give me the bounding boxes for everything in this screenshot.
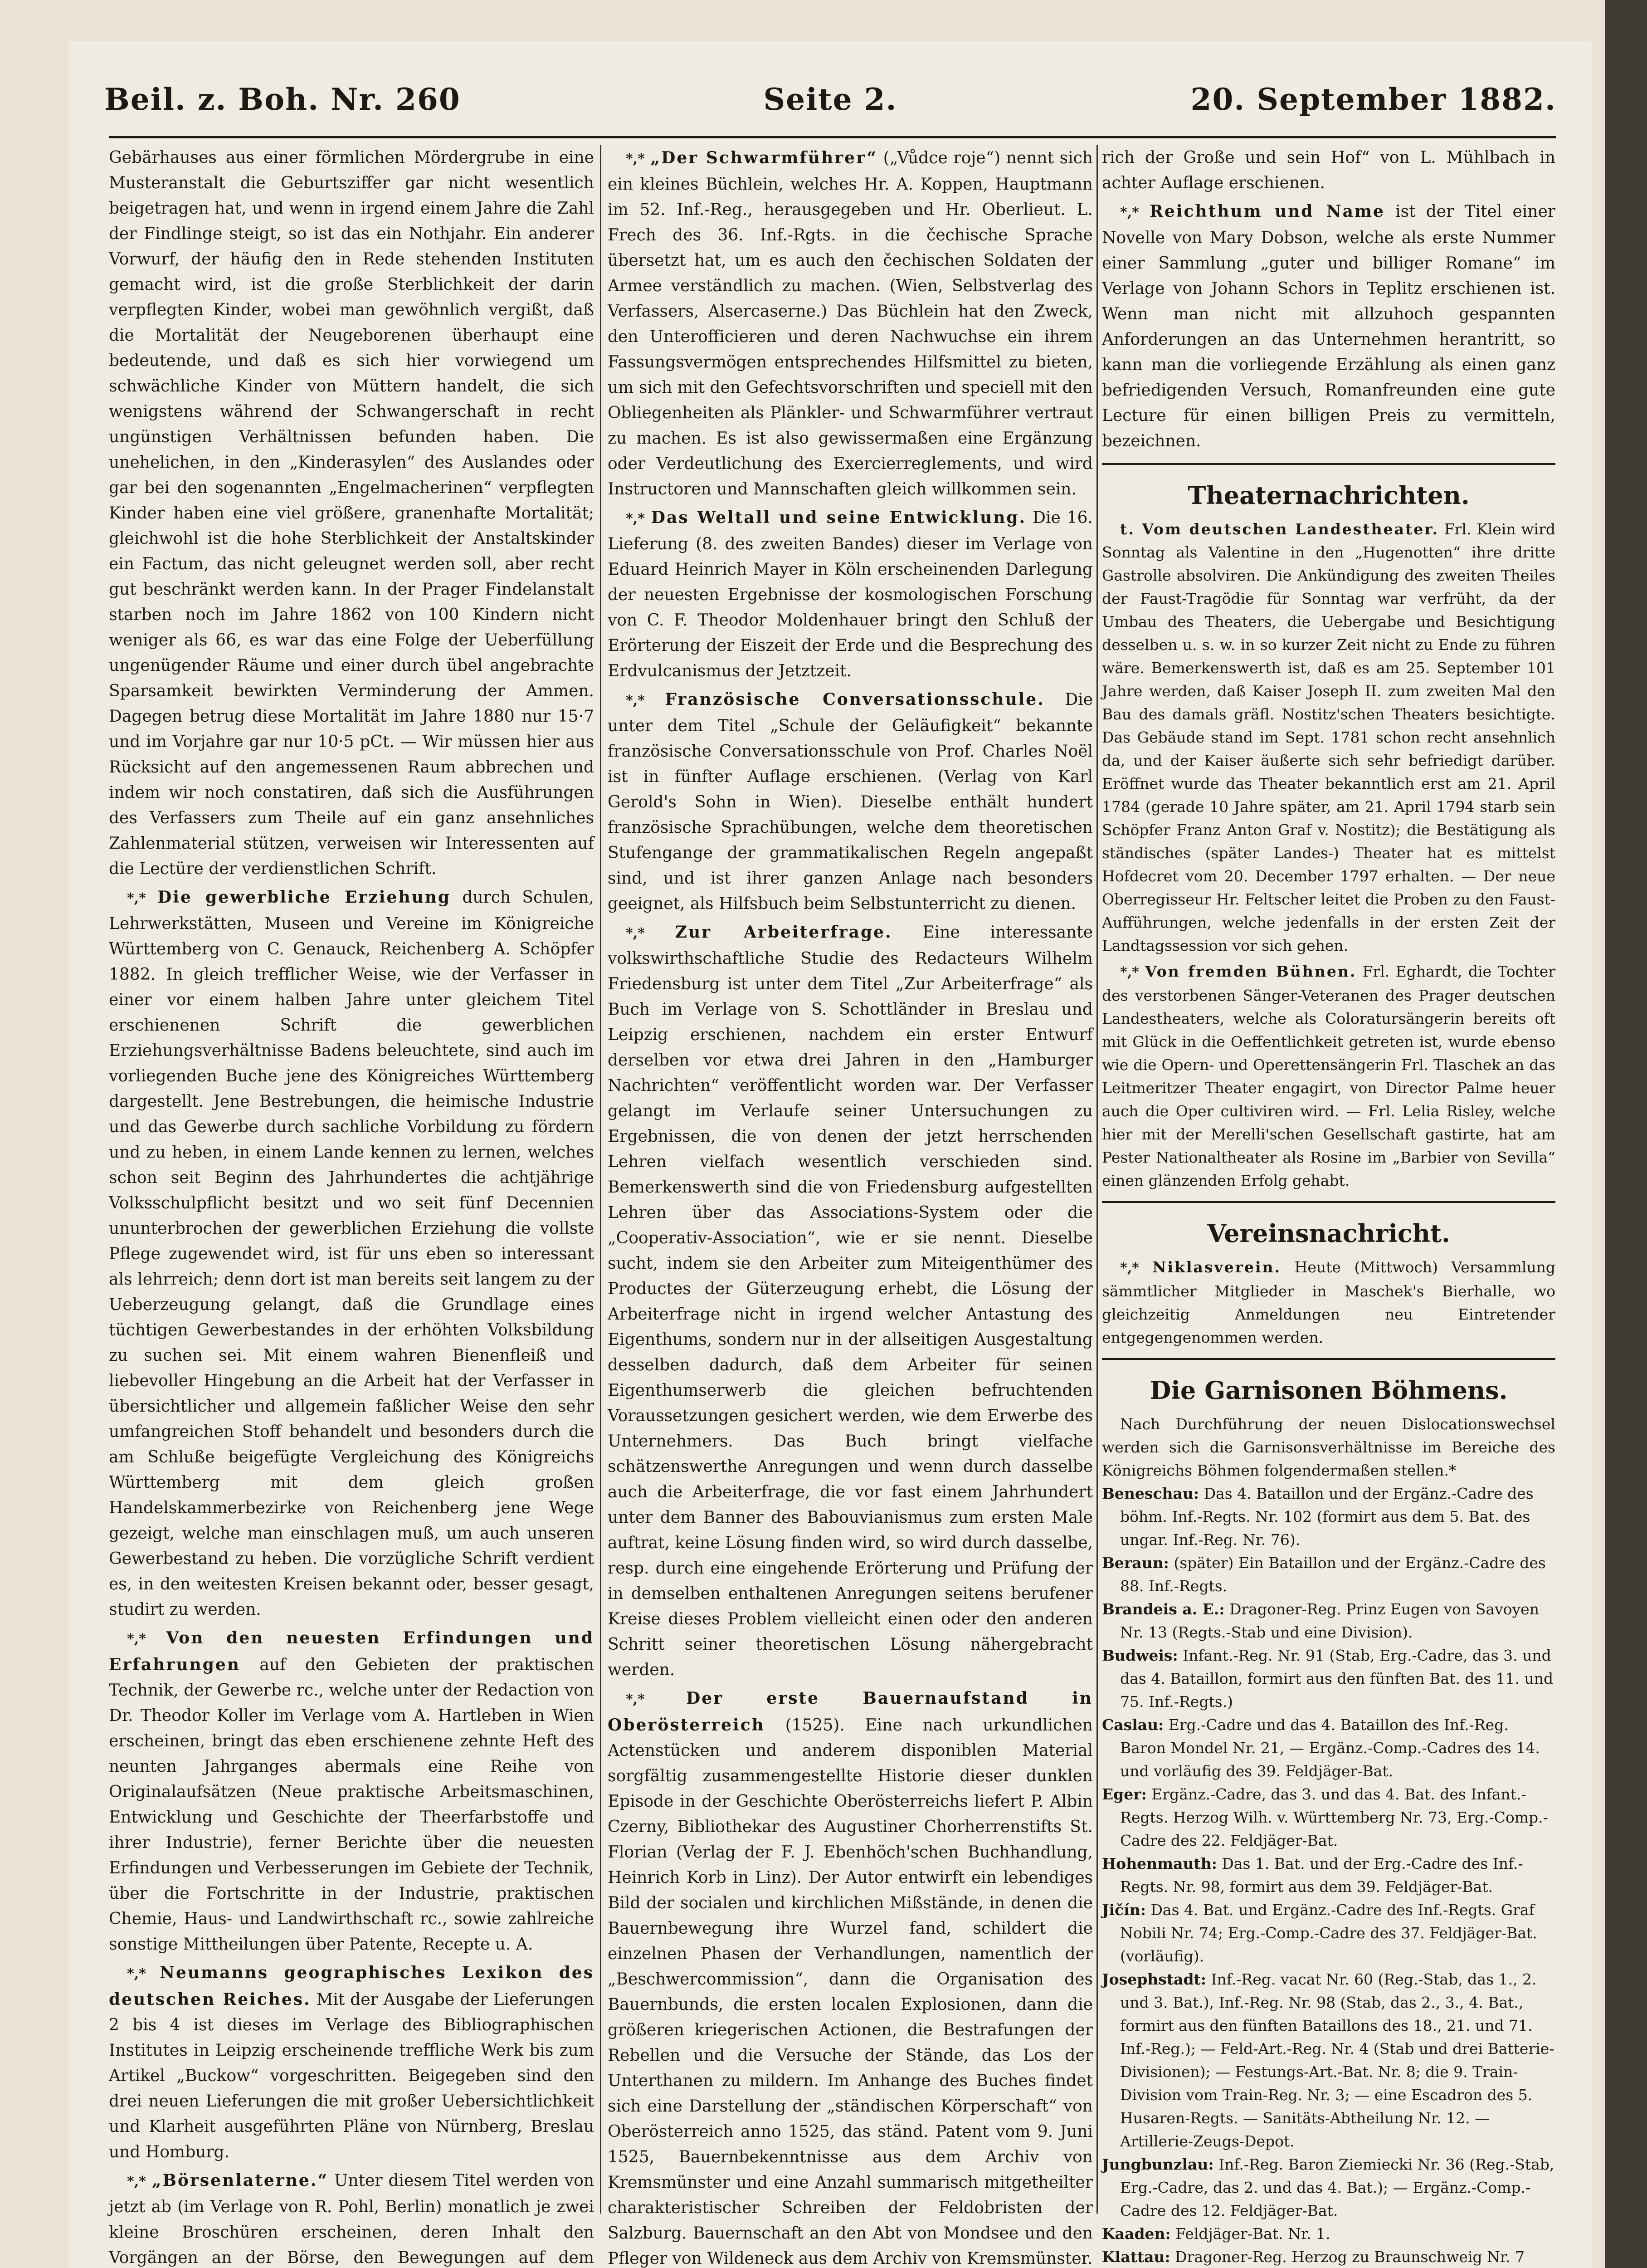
garrison-units: (später) Ein Bataillon und der Ergänz.-Cadre des 88. Inf.-Regts. (1120, 1554, 1546, 1595)
garrison-entry (1102, 1482, 1555, 1551)
article-findelanstalt: Gebärhauses aus einer förmlichen Mördergrube in eine Musteranstalt die Geburtsziffer gar nicht wesentlich beigetragen hat, und wenn in irgend einem Jahre die Zahl der Findlinge steigt, so ist das ein Nothjahr. Ein anderer Vorwurf, der häufig den in Rede stehenden Instituten gemacht wird, ist die große Sterblichkeit der darin verpflegten Kinder, wobei man gewöhnlich vergißt, daß die Mortalität der Neugeborenen überhaupt eine bedeutende, und daß es sich hier vorwiegend um schwächliche Kinder von Müttern handelt, die sich wenigstens während der Schwangerschaft in recht ungünstigen Verhältnissen befunden haben. Die unehelichen, in den „Kinderasylen“ des Auslandes oder gar bei den sogenannten „Engelmacherinen“ verpflegten Kinder haben eine viel größere, granenhafte Mortalität; gleichwohl ist die hohe Sterblichkeit der Anstaltskinder ein Factum, das nicht geleugnet werden soll, aber recht gut beschränkt werden kann. In der Prager Findelanstalt starben noch im Jahre 1862 von 100 Kindern nicht weniger als 66, es war das eine Folge der Ueberfüllung ungenügender Räume und einer durch übel angebrachte Sparsamkeit bewirkten Verminderung der Ammen. Dagegen betrug diese Mortalität im Jahre 1880 nur 15·7 und im Vorjahre gar nur 10·5 pCt. — Wir müssen hier aus Rücksicht auf den angemessenen Raum abbrechen und indem wir noch constatiren, daß sich die Ausführungen des Verfassers zum Theile auf ein ganz ansehnliches Zahlenmaterial stützen, verweisen wir Interessenten auf die Lectüre der verdienstlichen Schrift. (109, 148, 594, 878)
article-title: Niklasverein. (1152, 1258, 1282, 1276)
garrison-town: Beraun: (1102, 1554, 1169, 1572)
column-rule-2 (1096, 145, 1098, 2214)
article-gewerbliche-erziehung: *,* Die gewerbliche Erziehung durch Schulen, Lehrwerkstätten, Museen und Vereine im Königreiche Württemberg von C. Genauck, Reichenberg A. Schöpfer 1882. In gleich trefflicher Weise, wie der Verfasser in einer vor einem halben Jahre unter gleichem Titel erschienenen Schrift die gewerblichen Erziehungsverhältnisse Badens beleuchtete, sind auch im vorliegenden Buche jene des Königreiches Württemberg dargestellt. Jene Bestrebungen, die heimische Industrie und das Gewerbe durch sachliche Vorbildung zu fördern und zu heben, in einem Lande kennen zu lernen, welches schon seit Beginn des Jahrhundertes die achtjährige Volksschulpflicht besitzt und wo seit fünf Decennien ununterbrochen der gewerblichen Erziehung die vollste Pflege zugewendet wird, ist für uns eben so interessant als lehrreich; denn dort ist man bereits seit langem zu der Ueberzeugung gelangt, daß die Grundlage eines tüchtigen Gewerbestandes in der erhöhten Volksbildung zu suchen sei. Mit einem wahren Bienenfleiß und liebevoller Hingebung an die Arbeit hat der Verfasser in übersichtlicher und allgemein faßlicher Weise den sehr umfangreichen Stoff behandelt und besonders durch die am Schluße beigefügte Vergleichung des Königreichs Württemberg mit dem gleich großen Handelskammerbezirke von Reichenberg jene Wege gezeigt, welche man einschlagen muß, um auch unseren Gewerbestand zu heben. Die vorzügliche Schrift verdient es, in den weitesten Kreisen bekannt oder, besser gesagt, studirt zu werden. (109, 888, 594, 1619)
garrison-list (1102, 1413, 1555, 2268)
article-niklasverein: *,* Niklasverein. Heute (Mittwoch) Versammlung sämmtlicher Mitglieder in Maschek's Bierhalle, wo gleichzeitig Anmeldungen neu Eintretender entgegengenommen werden. (1102, 1258, 1555, 1346)
garrison-entry (1102, 1551, 1555, 1598)
article-title: Reichthum und Name (1150, 202, 1385, 221)
garrison-town: Jičín: (1102, 1901, 1146, 1919)
article-lexikon: *,* Neumanns geographisches Lexikon des deutschen Reiches. Mit der Ausgabe der Lieferungen 2 bis 4 ist dieses im Verlage des Bibliographischen Institutes in Leipzig erscheinende treffliche Werk bis zum Artikel „Buckow“ vorgeschritten. Beigegeben sind den drei neuen Lieferungen die mit großer Uebersichtlichkeit und Klarheit ausgeführten Pläne von Nürnberg, Breslau und Homburg. (109, 1963, 594, 2161)
column-rule-1 (600, 145, 601, 2214)
garrison-town: Klattau: (1102, 2248, 1170, 2266)
section-heading: Die Garnisonen Böhmens. (1150, 1376, 1508, 1405)
article-reichthum: *,* Reichthum und Name ist der Titel einer Novelle von Mary Dobson, welche als erste Nummer einer Sammlung „guter und billiger Romane“ im Verlage von Johann Schors in Teplitz erschienen ist. Wenn man nicht mit allzuhoch gespannten Anforderungen an das Unternehmen herantritt, so kann man die vorliegende Erzählung als einen ganz befriedigenden Versuch, Romanfreunden eine gute Lecture für einen billigen Preis zu vermitteln, bezeichnen. (1102, 202, 1555, 450)
garrison-entry (1102, 2222, 1555, 2245)
article-title: Der erste Bauernaufstand in Oberösterreich (608, 1689, 1093, 1735)
garrison-town: Budweis: (1102, 1647, 1178, 1664)
garrison-entry (1102, 1968, 1555, 2153)
garrison-units: Infant.-Reg. Nr. 91 (Stab, Erg.-Cadre, das 3. und das 4. Bataillon, formirt aus den fünften Bat. des 11. und 75. Inf.-Regts.) (1120, 1647, 1554, 1711)
garrison-units: Dragoner-Reg. Prinz Eugen von Savoyen Nr. 13 (Regts.-Stab und eine Division). (1120, 1600, 1539, 1641)
article-schwarmfuehrer: *,* „Der Schwarmführer“ („Vůdce roje“) nennt sich ein kleines Büchlein, welches Hr. A. Koppen, Hauptmann im 52. Inf.-Reg., herausgegeben und Hr. Oberlieut. L. Frech des 36. Inf.-Rgts. in die čechische Sprache übersetzt hat, um es auch den čechischen Soldaten der Armee verständlich zu machen. (Wien, Selbstverlag des Verfassers, Alsercaserne.) Das Büchlein hat den Zweck, den Unterofficieren und deren Nachwuchse ein ihrem Fassungsvermögen entsprechendes Hilfsmittel zu bieten, um sich mit den Gefechtsvorschriften und speciell mit den Obliegenheiten als Plänkler- und Schwarmführer vertraut zu machen. Es ist also gewissermaßen eine Ergänzung oder Verdeutlichung des Exercierreglements, und wird Instructoren und Mannschaften gleich willkommen sein. (608, 148, 1093, 499)
garrison-town: Kaaden: (1102, 2225, 1171, 2243)
garrison-units: Erg.-Cadre und das 4. Bataillon des Inf.-Reg. Baron Mondel Nr. 21, — Ergänz.-Comp.-Cadres des 14. und vorläufig des 39. Feldjäger-Bat. (1120, 1716, 1540, 1780)
garrison-town: Hohenmauth: (1102, 1855, 1217, 1872)
article-conversationsschule: *,* Französische Conversationsschule. Die unter dem Titel „Schule der Geläufigkeit“ bekannte französische Conversationsschule von Prof. Charles Noël ist in fünfter Auflage erschienen. (Verlag von Karl Gerold's Sohn in Wien). Dieselbe enthält hundert französische Sprachübungen, welche dem theoretischen Stufengange der grammatikalischen Regeln angepaßt sind, und ist ihrer ganzen Anlage nach besonders geeignet, als Hilfsbuch beim Selbstunterricht zu dienen. (608, 690, 1093, 913)
article-title: t. Vom deutschen Landestheater. (1120, 520, 1439, 538)
article-title: Von den neuesten Erfindungen und Erfahrungen (109, 1628, 594, 1674)
article-fremde-buehnen: *,* Von fremden Bühnen. Frl. Eghardt, die Tochter des verstorbenen Sänger-Veteranen des Prager deutschen Landestheaters, welche als Coloratursängerin bereits oft mit Glück in die Oeffentlichkeit getreten ist, wurde ebenso wie die Opern- und Operettensängerin Frl. Tlaschek an das Leitmeritzer Theater engagirt, von Director Palme heuer auch die Oper cultiviren wird. — Frl. Lelia Risley, welche hier mit der Merelli'schen Gesellschaft gastirte, hat am Pester Nationaltheater als Rosine im „Barbier von Sevilla“ einen glänzenden Erfolg gehabt. (1102, 963, 1555, 1189)
article-title: „Börsenlaterne.“ (151, 2171, 329, 2190)
garrison-town: Josephstadt: (1102, 1970, 1206, 1988)
article-title: Neumanns geographisches Lexikon des deutschen Reiches. (109, 1963, 594, 2009)
garrison-intro: Nach Durchführung der neuen Dislocationswechsel werden sich die Garnisonsverhältnisse im Bereiche des Königreichs Böhmen folgendermaßen stellen.* (1102, 1415, 1555, 1479)
garrison-units: Das 4. Bat. und Ergänz.-Cadre des Inf.-Regts. Graf Nobili Nr. 74; Erg.-Comp.-Cadre des 37. Feldjäger-Bat. (vorläufig). (1120, 1901, 1537, 1965)
column-2 (608, 145, 1093, 2268)
page-number: Seite 2. (763, 82, 897, 117)
article-weltall: *,* Das Weltall und seine Entwicklung. Die 16. Lieferung (8. des zweiten Bandes) dieser im Verlage von Eduard Heinrich Mayer in Köln erscheinenden Darlegung der neuesten Ergebnisse der kosmologischen Forschung von C. F. Theodor Moldenhauer bringt den Schluß der Erörterung der Eiszeit der Erde und die Besprechung des Erdvulcanismus der Jetztzeit. (608, 508, 1093, 680)
garrison-entry (1102, 1852, 1555, 1898)
article-bauernaufstand: *,* Der erste Bauernaufstand in Oberösterreich (1525). Eine nach urkundlichen Actenstücken und anderem disponiblen Material sorgfältig zusammengestellte Historie dieser dunklen Episode in der Geschichte Oberösterreichs liefert P. Albin Czerny, Bibliothekar des Augustiner Chorherrenstifts St. Florian (Verlag der F. J. Ebenhöch'schen Buchhandlung, Heinrich Korb in Linz). Der Autor entwirft ein lebendiges Bild der socialen und kirchlichen Mißstände, in denen die Bauernbewegung ihre Wurzel fand, schildert die einzelnen Phasen der Verhandlungen, namentlich der „Beschwercommission“, dann die Organisation des Bauernbunds, die ersten localen Explosionen, dann die größeren kriegerischen Actionen, die Bestrafungen der Rebellen und die Versuche der Stände, das Los der Unterthanen zu mildern. Im Anhange des Buches findet sich eine Darstellung der „ständischen Körperschaft“ von Oberösterreich anno 1525, das ständ. Patent vom 9. Juni 1525, Bauernbekenntnisse aus dem Archiv von Kremsmünster und eine Anzahl summarisch mitgetheilter charakteristischer Schreiben der Feldobristen der Salzburg. Bauernschaft an den Abt von Mondsee und den Pfleger von Wildeneck aus dem Archiv von Kremsmünster. (608, 1689, 1093, 2268)
garrison-units: Feldjäger-Bat. Nr. 1. (1170, 2225, 1330, 2243)
garrison-units: Das 1. Bat. und der Erg.-Cadre des Inf.-Regts. Nr. 98, formirt aus dem 39. Feldjäger-Bat. (1120, 1855, 1523, 1896)
column-1 (109, 145, 594, 2267)
garrison-units: Dragoner-Reg. Herzog zu Braunschweig Nr. 7 (1175, 2248, 1525, 2266)
article-romanlecture-cont: rich der Große und sein Hof“ von L. Mühlbach in achter Auflage erschienen. (1102, 148, 1555, 192)
section-heading: Theaternachrichten. (1188, 481, 1470, 510)
garrison-entry (1102, 1898, 1555, 1968)
article-arbeiterfrage: *,* Zur Arbeiterfrage. Eine interessante volkswirthschaftliche Studie des Redacteurs Wilhelm Friedensburg ist unter dem Titel „Zur Arbeiterfrage“ als Buch im Verlage von S. Schottländer in Breslau und Leipzig erschienen, nachdem ein erster Entwurf derselben vor etwa drei Jahren in den „Hamburger Nachrichten“ veröffentlicht worden war. Der Verfasser gelangt im Verlaufe seiner Untersuchungen zu Ergebnissen, die von denen der jetzt herrschenden Lehren vielfach wesentlich verschieden sind. Bemerkenswerth sind die von Friedensburg aufgestellten Lehren über das Associations-System oder die „Cooperativ-Association“, wie er sie nennt. Dieselbe sucht, indem sie den Arbeiter zum Miteigenthümer des Productes der Güterzeugung erhebt, die Lösung der Arbeiterfrage nicht in irgend welcher Antastung des Eigenthums, sondern nur in der allseitigen Ausgestaltung desselben dadurch, daß dem Arbeiter für seinen Eigenthumserwerb die gleichen befruchtenden Voraussetzungen gesichert werden, wie dem Erwerbe des Unternehmers. Das Buch bringt vielfache schätzenswerthe Anregungen und wenn durch dasselbe auch die Arbeiterfrage, die vor fast einem Jahrhundert unter dem Banner des Babouvianismus zum ersten Male auftrat, keine Lösung finden wird, so wird durch dasselbe, resp. durch eine eingehende Erörterung und Prüfung der in demselben enthaltenen Anregungen seitens berufener Kreise dieses Problem vielleicht einen oder den anderen Schritt seiner theoretischen Lösung nähergebracht werden. (608, 923, 1093, 1679)
garrison-entry (1102, 2245, 1555, 2268)
issue-label: Beil. z. Boh. Nr. 260 (104, 82, 461, 117)
column-3 (1102, 145, 1555, 2266)
article-boersenlaterne: *,* „Börsenlaterne.“ Unter diesem Titel werden von jetzt ab (im Verlage von R. Pohl, Berlin) monatlich je zwei kleine Broschüren erscheinen, deren Inhalt den Vorgängen an der Börse, den Bewegungen auf dem (109, 2171, 594, 2267)
page-edge-shadow (1605, 0, 1647, 2268)
header-rule (109, 136, 1556, 138)
garrison-units: Das 4. Bataillon und der Ergänz.-Cadre des böhm. Inf.-Regts. Nr. 102 (formirt aus dem 5. Bat. des ungar. Inf.-Reg. Nr. 76). (1120, 1485, 1534, 1549)
section-garnisonen (1102, 1358, 1555, 2268)
garrison-entry (1102, 2153, 1555, 2222)
article-title: Das Weltall und seine Entwicklung. (651, 508, 1027, 527)
garrison-town: Beneschau: (1102, 1485, 1199, 1502)
article-title: Zur Arbeiterfrage. (675, 923, 892, 942)
running-header (104, 82, 1556, 132)
garrison-units: Inf.-Reg. Baron Ziemiecki Nr. 36 (Reg.-Stab, Erg.-Cadre, das 2. und das 4. Bat.); — Ergänz.-Comp.-Cadre des 12. Feldjäger-Bat. (1120, 2156, 1554, 2219)
article-title: Von fremden Bühnen. (1145, 963, 1357, 980)
garrison-entry (1102, 1598, 1555, 1644)
article-title: Die gewerbliche Erziehung (157, 888, 451, 907)
article-title: „Der Schwarmführer“ (650, 148, 878, 167)
issue-date: 20. September 1882. (1190, 82, 1556, 117)
garrison-units: Inf.-Reg. vacat Nr. 60 (Reg.-Stab, das 1., 2. und 3. Bat.), Inf.-Reg. Nr. 98 (Stab, das 2., 3., 4. Bat., formirt aus den fünften Bataillons des 18., 21. und 71. Inf.-Reg.); — Feld-Art.-Reg. Nr. 4 (Stab und drei Batterie-Divisionen); — Festungs-Art.-Bat. Nr. 8; die 9. Train-Division vom Train-Reg. Nr. 3; — eine Escadron des 5. Husaren-Regts. — Sanitäts-Abtheilung Nr. 12. — Artillerie-Zeugs-Depot. (1120, 1970, 1554, 2150)
garrison-entry (1102, 1644, 1555, 1713)
article-landestheater: t. Vom deutschen Landestheater. Frl. Klein wird Sonntag als Valentine in den „Hugenotten“ ihre dritte Gastrolle absolviren. Die Ankündigung des zweiten Theiles der Faust-Tragödie für Sonntag war verfrüht, da der Umbau des Theaters, die Uebergabe und Besichtigung desselben u. s. w. in so kurzer Zeit nicht zu Ende zu führen wäre. Bemerkenswerth ist, daß es am 25. September 101 Jahre werden, daß Kaiser Joseph II. zum zweiten Mal den Bau des damals gräfl. Nostitz'schen Theaters besichtigte. Das Gebäude stand im Sept. 1781 schon recht ansehnlich da, und der Kaiser äußerte sich sehr befriedigt darüber. Eröffnet wurde das Theater bekanntlich erst am 21. April 1784 (gerade 10 Jahre später, am 21. April 1794 starb sein Schöpfer Franz Anton Graf v. Nostitz); die Bestätigung als ständisches (später Landes-) Theater hat es mittelst Hofdecret vom 20. December 1797 erhalten. — Der neue Oberregisseur Hr. Feltscher leitet die Proben zu den Faust-Aufführungen, welche jedenfalls in der ersten Zeit der Landtagssession vor sich gehen. (1102, 520, 1555, 954)
section-verein (1102, 1201, 1555, 1349)
garrison-entry (1102, 1783, 1555, 1852)
garrison-town: Jungbunzlau: (1102, 2156, 1214, 2173)
garrison-town: Caslau: (1102, 1716, 1164, 1734)
garrison-town: Eger: (1102, 1785, 1147, 1803)
article-title: Französische Conversationsschule. (665, 690, 1045, 709)
garrison-entry (1102, 1713, 1555, 1783)
garrison-units: Ergänz.-Cadre, das 3. und das 4. Bat. des Infant.-Regts. Herzog Wilh. v. Württemberg Nr. 73, Erg.-Comp.-Cadre des 22. Feldjäger-Bat. (1120, 1785, 1548, 1849)
garrison-town: Brandeis a. E.: (1102, 1600, 1225, 1618)
section-heading: Vereinsnachricht. (1207, 1219, 1450, 1248)
article-erfindungen: *,* Von den neuesten Erfindungen und Erfahrungen auf den Gebieten der praktischen Technik, der Gewerbe rc., welche unter der Redaction von Dr. Theodor Koller im Verlage vom A. Hartleben in Wien erscheinen, bringt das eben erschienene zehnte Heft des neunten Jahrganges abermals eine Reihe von Originalaufsätzen (Neue praktische Arbeitsmaschinen, Entwicklung und Geschichte der Theerfarbstoffe und ihrer Industrie), ferner Berichte über die neuesten Erfindungen und Verbesserungen im Gebiete der Technik, über die Fortschritte in der Industrie, praktischen Chemie, Haus- und Landwirthschaft rc., sowie zahlreiche sonstige Mittheilungen über Patente, Recepte u. A. (109, 1628, 594, 1954)
section-theater (1102, 463, 1555, 1192)
